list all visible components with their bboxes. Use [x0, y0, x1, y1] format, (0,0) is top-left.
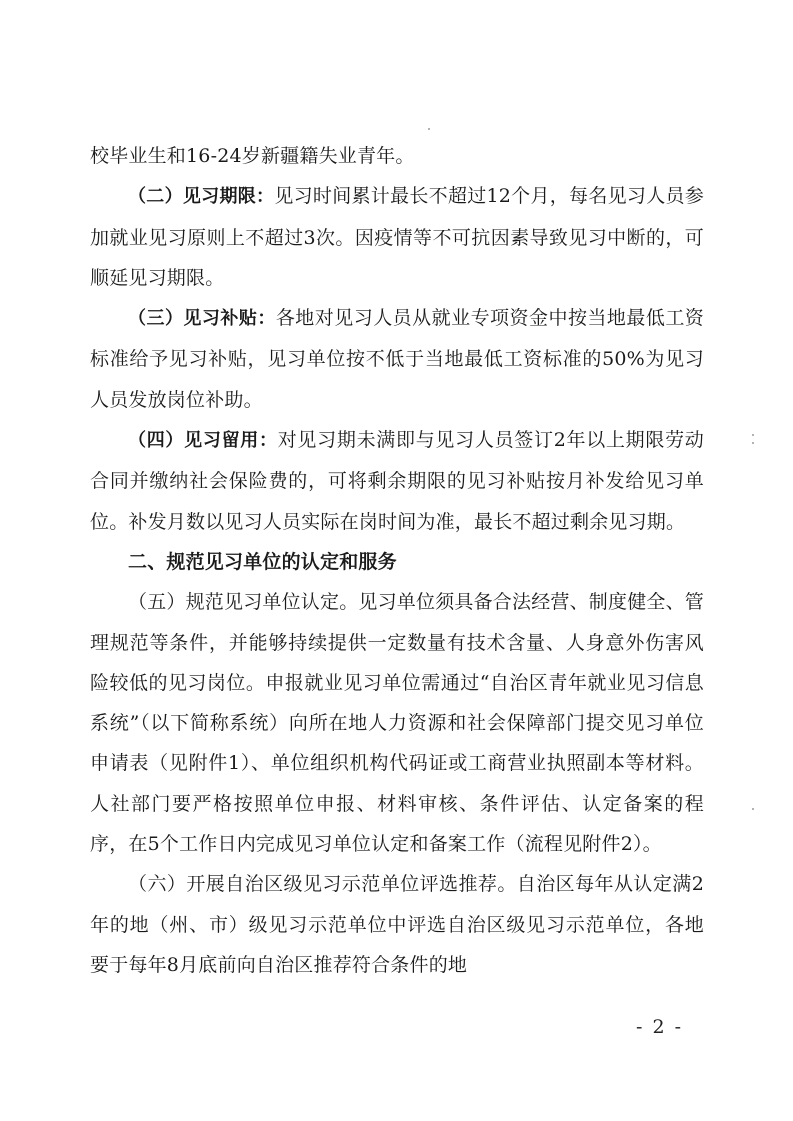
paragraph-text: 校毕业生和16-24岁新疆籍失业青年。: [90, 145, 415, 167]
paragraph-text: 对见习期未满即与见习人员签订2年以上期限劳动合同并缴纳社会保险费的，可将剩余期限的见习补贴按月补发给见习单位。补发月数以见习人员实际在岗时间为准，最长不超过剩余见习期。: [90, 429, 704, 533]
paragraph-continuation: [90, 136, 704, 176]
scan-speck: [752, 442, 754, 444]
paragraph-text: 各地对见习人员从就业专项资金中按当地最低工资标准给予见习补贴，见习单位按不低于当地最低工资标准的50%为见习人员发放岗位补助。: [90, 307, 704, 411]
paragraph-lead: （四）见习留用：: [128, 430, 278, 452]
paragraph-text: 见习时间累计最长不超过12个月，每名见习人员参加就业见习原则上不超过3次。因疫情等不可抗因素导致见习中断的，可顺延见习期限。: [90, 185, 704, 289]
paragraph-internship-period: [90, 176, 704, 298]
paragraph-lead: （二）见习期限：: [128, 186, 275, 208]
section-heading: 二、规范见习单位的认定和服务: [128, 550, 397, 573]
paragraph-lead: （三）见习补贴：: [128, 308, 276, 330]
scan-speck: [752, 808, 754, 810]
scan-speck: [428, 128, 430, 130]
paragraph-unit-recognition: [90, 582, 704, 864]
page-number: - 2 -: [635, 1016, 683, 1038]
paragraph-internship-subsidy: [90, 298, 704, 420]
paragraph-demonstration-units: [90, 864, 704, 985]
paragraph-text: （五）规范见习单位认定。见习单位须具备合法经营、制度健全、管理规范等条件，并能够持续提供一定数量有技术含量、人身意外伤害风险较低的见习岗位。申报就业见习单位需通过“自治区青年就业见习信息系统”（以下简称系统）向所在地人力资源和社会保障部门提交见习单位申请表（见附件1）、单位组织机构代码证或工商营业执照副本等材料。人社部门要严格按照单位申报、材料审核、条件评估、认定备案的程序，在5个工作日内完成见习单位认定和备案工作（流程见附件2）。: [90, 591, 705, 856]
paragraph-internship-retention: [90, 420, 704, 542]
document-body: [90, 136, 704, 985]
paragraph-text: （六）开展自治区级见习示范单位评选推荐。自治区每年从认定满2年的地（州、市）级见习示范单位中评选自治区级见习示范单位，各地要于每年8月底前向自治区推荐符合条件的地: [90, 873, 704, 976]
scan-speck: [752, 434, 754, 436]
